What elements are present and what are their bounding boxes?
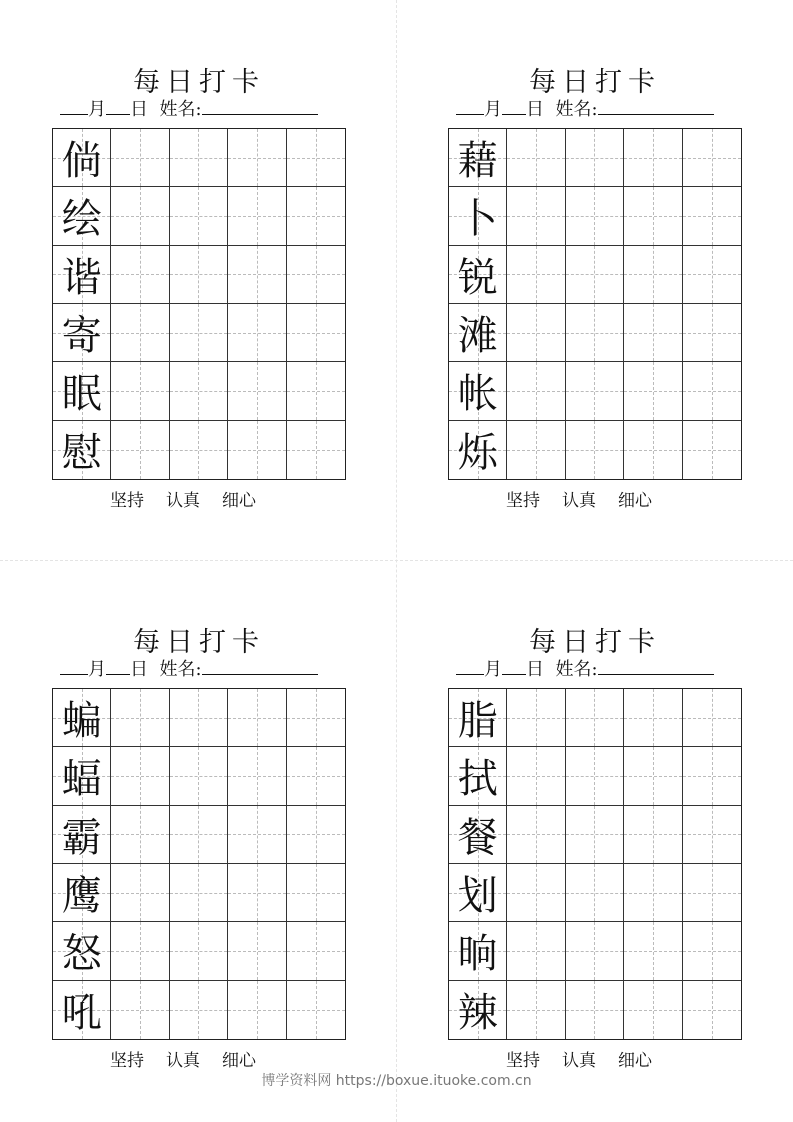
date-name-line	[60, 95, 318, 121]
grid-cell	[53, 864, 111, 922]
grid-cell-blank[interactable]	[624, 806, 682, 864]
grid-cell-blank[interactable]	[566, 806, 624, 864]
grid-cell-blank[interactable]	[111, 246, 169, 304]
grid-cell-blank[interactable]	[287, 246, 345, 304]
grid-cell	[53, 129, 111, 187]
grid-cell-blank[interactable]	[507, 747, 565, 805]
grid-cell-blank[interactable]	[683, 187, 741, 245]
practice-character: 锐	[457, 254, 498, 301]
grid-cell	[449, 187, 507, 245]
grid-cell	[449, 747, 507, 805]
grid-cell	[449, 806, 507, 864]
name-blank[interactable]	[598, 656, 714, 675]
grid-cell	[53, 187, 111, 245]
grid-cell-blank[interactable]	[507, 187, 565, 245]
motto-persist: 坚持	[506, 491, 540, 511]
practice-character: 餐	[457, 814, 498, 861]
month-blank[interactable]	[60, 96, 88, 115]
grid-cell-blank[interactable]	[228, 981, 286, 1039]
grid-cell-blank[interactable]	[566, 362, 624, 420]
month-label: 月	[88, 99, 106, 120]
month-blank[interactable]	[60, 656, 88, 675]
practice-character: 烁	[457, 430, 498, 477]
name-label: 姓名:	[159, 99, 202, 120]
grid-cell-blank[interactable]	[170, 129, 228, 187]
date-name-line	[456, 95, 714, 121]
grid-cell-blank[interactable]	[566, 864, 624, 922]
grid-cell-blank[interactable]	[507, 362, 565, 420]
day-blank[interactable]	[502, 656, 526, 675]
grid-cell-blank[interactable]	[566, 304, 624, 362]
motto-careful: 细心	[618, 491, 652, 511]
writing-grid	[52, 128, 346, 480]
motto-careful: 细心	[222, 491, 256, 511]
grid-cell-blank[interactable]	[624, 246, 682, 304]
grid-cell-blank[interactable]	[170, 421, 228, 479]
grid-cell-blank[interactable]	[228, 922, 286, 980]
grid-cell-blank[interactable]	[683, 362, 741, 420]
grid-cell-blank[interactable]	[111, 922, 169, 980]
grid-cell-blank[interactable]	[624, 362, 682, 420]
grid-cell-blank[interactable]	[624, 129, 682, 187]
card-title: 每日打卡	[133, 627, 265, 658]
motto-careful: 细心	[618, 1051, 652, 1071]
grid-cell-blank[interactable]	[287, 421, 345, 479]
grid-cell-blank[interactable]	[228, 187, 286, 245]
day-blank[interactable]	[106, 96, 130, 115]
grid-cell-blank[interactable]	[287, 362, 345, 420]
practice-character: 藉	[457, 138, 498, 185]
grid-cell-blank[interactable]	[170, 689, 228, 747]
grid-cell-blank[interactable]	[683, 246, 741, 304]
grid-cell-blank[interactable]	[228, 421, 286, 479]
practice-character: 卜	[457, 196, 498, 243]
grid-cell-blank[interactable]	[111, 981, 169, 1039]
grid-cell-blank[interactable]	[624, 304, 682, 362]
practice-character: 划	[457, 873, 498, 920]
grid-cell-blank[interactable]	[111, 421, 169, 479]
grid-cell-blank[interactable]	[228, 304, 286, 362]
cut-line-horizontal	[0, 560, 793, 561]
practice-character: 蝠	[61, 756, 102, 803]
writing-grid	[52, 688, 346, 1040]
grid-cell-blank[interactable]	[287, 129, 345, 187]
date-name-line	[60, 655, 318, 681]
grid-cell	[449, 421, 507, 479]
grid-cell-blank[interactable]	[683, 304, 741, 362]
grid-cell-blank[interactable]	[683, 806, 741, 864]
footer-watermark: 博学资料网 https://boxue.ituoke.com.cn	[261, 1073, 532, 1089]
grid-cell	[53, 922, 111, 980]
grid-cell-blank[interactable]	[683, 922, 741, 980]
grid-cell-blank[interactable]	[228, 689, 286, 747]
motto-earnest: 认真	[562, 1051, 596, 1071]
card-title: 每日打卡	[529, 627, 661, 658]
grid-cell-blank[interactable]	[170, 864, 228, 922]
motto-earnest: 认真	[166, 491, 200, 511]
name-blank[interactable]	[202, 96, 318, 115]
grid-cell-blank[interactable]	[287, 304, 345, 362]
grid-cell-blank[interactable]	[111, 864, 169, 922]
motto	[110, 1046, 278, 1071]
grid-cell	[449, 129, 507, 187]
practice-character: 脂	[457, 698, 498, 745]
grid-cell-blank[interactable]	[228, 362, 286, 420]
grid-cell-blank[interactable]	[111, 304, 169, 362]
grid-cell-blank[interactable]	[287, 864, 345, 922]
grid-cell	[53, 747, 111, 805]
date-name-line	[456, 655, 714, 681]
practice-character: 晌	[457, 931, 498, 978]
grid-cell-blank[interactable]	[287, 981, 345, 1039]
month-blank[interactable]	[456, 656, 484, 675]
grid-cell-blank[interactable]	[566, 689, 624, 747]
grid-cell-blank[interactable]	[624, 187, 682, 245]
grid-cell-blank[interactable]	[566, 246, 624, 304]
name-label: 姓名:	[555, 659, 598, 680]
grid-cell-blank[interactable]	[683, 689, 741, 747]
motto	[110, 486, 278, 511]
grid-cell-blank[interactable]	[507, 246, 565, 304]
grid-cell-blank[interactable]	[683, 981, 741, 1039]
motto-persist: 坚持	[506, 1051, 540, 1071]
month-blank[interactable]	[456, 96, 484, 115]
practice-character: 吼	[61, 990, 102, 1037]
grid-cell-blank[interactable]	[566, 129, 624, 187]
grid-cell-blank[interactable]	[170, 304, 228, 362]
grid-cell-blank[interactable]	[228, 806, 286, 864]
grid-cell-blank[interactable]	[228, 864, 286, 922]
grid-cell-blank[interactable]	[507, 129, 565, 187]
writing-grid	[448, 688, 742, 1040]
grid-cell-blank[interactable]	[624, 421, 682, 479]
grid-cell-blank[interactable]	[170, 187, 228, 245]
practice-character: 霸	[61, 814, 102, 861]
grid-cell-blank[interactable]	[507, 806, 565, 864]
grid-cell	[53, 806, 111, 864]
grid-cell-blank[interactable]	[624, 864, 682, 922]
grid-cell-blank[interactable]	[287, 922, 345, 980]
grid-cell-blank[interactable]	[683, 747, 741, 805]
grid-cell-blank[interactable]	[683, 864, 741, 922]
motto-earnest: 认真	[166, 1051, 200, 1071]
grid-cell	[53, 362, 111, 420]
grid-cell-blank[interactable]	[111, 362, 169, 420]
grid-cell-blank[interactable]	[170, 806, 228, 864]
grid-cell	[449, 689, 507, 747]
grid-cell-blank[interactable]	[566, 747, 624, 805]
grid-cell-blank[interactable]	[228, 129, 286, 187]
motto-persist: 坚持	[110, 491, 144, 511]
grid-cell-blank[interactable]	[228, 747, 286, 805]
practice-character: 滩	[457, 313, 498, 360]
grid-cell-blank[interactable]	[111, 747, 169, 805]
grid-cell	[449, 304, 507, 362]
grid-cell	[53, 246, 111, 304]
grid-cell	[449, 922, 507, 980]
grid-cell-blank[interactable]	[566, 981, 624, 1039]
day-blank[interactable]	[106, 656, 130, 675]
writing-grid	[448, 128, 742, 480]
grid-cell-blank[interactable]	[507, 981, 565, 1039]
grid-cell-blank[interactable]	[507, 689, 565, 747]
name-blank[interactable]	[202, 656, 318, 675]
month-label: 月	[484, 99, 502, 120]
day-label: 日	[526, 659, 544, 680]
practice-character: 辣	[457, 990, 498, 1037]
grid-cell-blank[interactable]	[111, 129, 169, 187]
practice-character: 谐	[61, 254, 102, 301]
grid-cell	[53, 304, 111, 362]
motto-careful: 细心	[222, 1051, 256, 1071]
month-label: 月	[88, 659, 106, 680]
grid-cell-blank[interactable]	[507, 421, 565, 479]
name-blank[interactable]	[598, 96, 714, 115]
practice-character: 帐	[457, 371, 498, 418]
grid-cell-blank[interactable]	[624, 747, 682, 805]
grid-cell-blank[interactable]	[111, 806, 169, 864]
grid-cell	[53, 689, 111, 747]
card-title: 每日打卡	[133, 67, 265, 98]
grid-cell-blank[interactable]	[170, 246, 228, 304]
grid-cell-blank[interactable]	[507, 864, 565, 922]
grid-cell-blank[interactable]	[287, 187, 345, 245]
cut-line-vertical	[396, 0, 397, 1122]
grid-cell-blank[interactable]	[566, 421, 624, 479]
grid-cell	[53, 421, 111, 479]
practice-character: 寄	[61, 313, 102, 360]
card-title: 每日打卡	[529, 67, 661, 98]
day-label: 日	[130, 659, 148, 680]
grid-cell-blank[interactable]	[287, 747, 345, 805]
day-blank[interactable]	[502, 96, 526, 115]
name-label: 姓名:	[555, 99, 598, 120]
motto-persist: 坚持	[110, 1051, 144, 1071]
grid-cell-blank[interactable]	[287, 689, 345, 747]
name-label: 姓名:	[159, 659, 202, 680]
grid-cell-blank[interactable]	[683, 129, 741, 187]
grid-cell-blank[interactable]	[170, 747, 228, 805]
motto	[506, 1046, 674, 1071]
practice-character: 蝙	[61, 698, 102, 745]
grid-cell-blank[interactable]	[566, 922, 624, 980]
grid-cell-blank[interactable]	[228, 246, 286, 304]
grid-cell-blank[interactable]	[683, 421, 741, 479]
grid-cell-blank[interactable]	[624, 689, 682, 747]
motto-earnest: 认真	[562, 491, 596, 511]
grid-cell-blank[interactable]	[111, 187, 169, 245]
grid-cell-blank[interactable]	[170, 922, 228, 980]
grid-cell-blank[interactable]	[624, 981, 682, 1039]
grid-cell-blank[interactable]	[507, 304, 565, 362]
grid-cell-blank[interactable]	[111, 689, 169, 747]
grid-cell	[449, 864, 507, 922]
practice-character: 倘	[61, 138, 102, 185]
grid-cell	[53, 981, 111, 1039]
practice-character: 怒	[61, 931, 102, 978]
practice-character: 眠	[61, 371, 102, 418]
practice-character: 鹰	[61, 873, 102, 920]
grid-cell	[449, 981, 507, 1039]
practice-character: 拭	[457, 756, 498, 803]
grid-cell-blank[interactable]	[624, 922, 682, 980]
grid-cell-blank[interactable]	[170, 981, 228, 1039]
grid-cell	[449, 362, 507, 420]
day-label: 日	[526, 99, 544, 120]
grid-cell-blank[interactable]	[287, 806, 345, 864]
practice-character: 绘	[61, 196, 102, 243]
motto	[506, 486, 674, 511]
grid-cell-blank[interactable]	[170, 362, 228, 420]
day-label: 日	[130, 99, 148, 120]
month-label: 月	[484, 659, 502, 680]
grid-cell-blank[interactable]	[566, 187, 624, 245]
grid-cell	[449, 246, 507, 304]
practice-character: 慰	[61, 430, 102, 477]
grid-cell-blank[interactable]	[507, 922, 565, 980]
